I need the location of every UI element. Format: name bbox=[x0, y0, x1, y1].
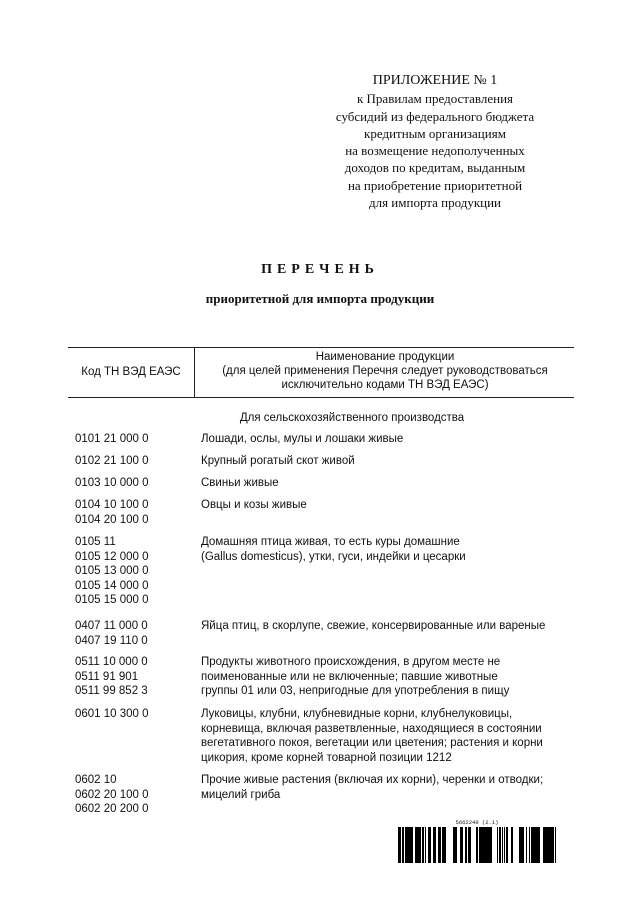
barcode-bar bbox=[410, 827, 412, 863]
barcode-bar bbox=[416, 827, 418, 863]
barcode-bar bbox=[484, 827, 485, 863]
code-cell bbox=[75, 619, 195, 648]
product-description: поименованные или не включенные; павшие животные bbox=[201, 670, 498, 683]
barcode-bar bbox=[536, 827, 537, 863]
product-code: 0104 20 100 0 bbox=[75, 513, 149, 526]
barcode-bar bbox=[425, 827, 426, 863]
product-code: 0601 10 300 0 bbox=[75, 708, 149, 720]
code-cell bbox=[75, 476, 195, 491]
product-code: 0105 15 000 0 bbox=[75, 594, 149, 607]
barcode-bar bbox=[502, 827, 503, 863]
barcode-bar bbox=[434, 827, 435, 863]
document-subtitle: приоритетной для импорта продукции bbox=[205, 291, 435, 306]
barcode-bar bbox=[438, 827, 440, 863]
document-title: ПЕРЕЧЕНЬ bbox=[261, 262, 379, 277]
barcode-bar bbox=[520, 827, 522, 863]
product-description: Крупный рогатый скот живой bbox=[201, 455, 355, 467]
barcode-bar bbox=[398, 827, 399, 863]
barcode-bar bbox=[522, 827, 524, 863]
barcode-bar bbox=[468, 827, 470, 863]
appendix-line: на приобретение приоритетной bbox=[347, 177, 523, 193]
barcode-bar bbox=[483, 827, 484, 863]
product-description: цикория, кроме корней товарной позиции 1212 bbox=[201, 751, 452, 764]
product-code: 0104 10 100 0 bbox=[75, 499, 149, 511]
column-header-line: исключительно кодами ТН ВЭД ЕАЭС) bbox=[281, 379, 489, 391]
barcode-bar bbox=[402, 827, 404, 863]
product-code: 0105 12 000 0 bbox=[75, 550, 149, 563]
appendix-line: кредитным организациям bbox=[364, 125, 506, 141]
product-description: Домашняя птица живая, то есть куры домашние bbox=[201, 536, 460, 548]
barcode-bar bbox=[553, 827, 554, 863]
column-header-code: Код ТН ВЭД ЕАЭС bbox=[81, 366, 181, 378]
barcode-bar bbox=[485, 827, 487, 863]
product-code: 0602 10 bbox=[75, 774, 117, 786]
code-cell bbox=[75, 535, 195, 608]
barcode-bar bbox=[504, 827, 505, 863]
barcode-bar bbox=[465, 827, 467, 863]
barcode-bar bbox=[526, 827, 527, 863]
barcode-bar bbox=[548, 827, 550, 863]
appendix-line: на возмещение недополученных bbox=[345, 143, 525, 159]
barcode-bar bbox=[422, 827, 423, 863]
appendix-line: доходов по кредитам, выданным bbox=[344, 160, 526, 176]
barcode-bar bbox=[407, 827, 408, 863]
barcode-bar bbox=[442, 827, 443, 863]
barcode-bar bbox=[428, 827, 429, 863]
code-cell bbox=[75, 655, 195, 699]
barcode-bar bbox=[550, 827, 551, 863]
product-code: 0105 14 000 0 bbox=[75, 579, 149, 592]
barcode-bar bbox=[479, 827, 481, 863]
product-code: 0102 21 100 0 bbox=[75, 455, 149, 467]
description-cell bbox=[201, 655, 576, 699]
barcode-bar bbox=[552, 827, 553, 863]
table-header-rule bbox=[68, 397, 574, 398]
product-description: Прочие живые растения (включая их корни), черенки и отводки; bbox=[201, 774, 544, 786]
barcode-bar bbox=[415, 827, 416, 863]
product-description: группы 01 или 03, непригодные для употребления в пищу bbox=[201, 685, 510, 698]
barcode-bar bbox=[529, 827, 530, 863]
table-column-divider bbox=[194, 347, 195, 398]
barcode-bar bbox=[533, 827, 535, 863]
code-cell bbox=[75, 707, 195, 722]
description-cell bbox=[201, 619, 576, 634]
product-description: Яйца птиц, в скорлупе, свежие, консервированные или вареные bbox=[201, 620, 546, 632]
appendix-line: для импорта продукции bbox=[368, 195, 502, 211]
description-cell bbox=[201, 707, 576, 765]
description-cell bbox=[201, 454, 576, 469]
product-description: (Gallus domesticus), утки, гуси, индейки и цесарки bbox=[201, 550, 466, 563]
product-description: вегетативного покоя, вегетации или цветения; растения и корни bbox=[201, 737, 543, 750]
barcode bbox=[398, 827, 556, 863]
barcode-bar bbox=[491, 827, 492, 863]
barcode-bar bbox=[453, 827, 455, 863]
table-top-rule bbox=[68, 347, 574, 348]
barcode-block bbox=[398, 819, 556, 863]
barcode-bar bbox=[488, 827, 490, 863]
product-code: 0407 11 000 0 bbox=[75, 620, 148, 632]
barcode-bar bbox=[444, 827, 446, 863]
barcode-bar bbox=[399, 827, 400, 863]
barcode-number: 5662240 (2.1) bbox=[455, 819, 499, 826]
barcode-bar bbox=[455, 827, 456, 863]
barcode-bar bbox=[400, 827, 401, 863]
section-heading: Для сельскохозяйственного производства bbox=[239, 412, 465, 424]
barcode-bar bbox=[433, 827, 434, 863]
column-header-line: Наименование продукции bbox=[315, 351, 455, 363]
barcode-bar bbox=[443, 827, 444, 863]
barcode-bar bbox=[405, 827, 407, 863]
barcode-bar bbox=[408, 827, 410, 863]
product-code: 0511 10 000 0 bbox=[75, 656, 148, 668]
barcode-bar bbox=[460, 827, 461, 863]
product-code: 0407 19 110 0 bbox=[75, 634, 148, 647]
description-cell bbox=[201, 498, 576, 513]
barcode-bar bbox=[487, 827, 488, 863]
product-description: мицелий гриба bbox=[201, 788, 281, 801]
barcode-bar bbox=[461, 827, 463, 863]
barcode-bar bbox=[535, 827, 536, 863]
barcode-bar bbox=[418, 827, 419, 863]
barcode-bar bbox=[423, 827, 424, 863]
barcode-bar bbox=[551, 827, 552, 863]
barcode-bar bbox=[412, 827, 413, 863]
barcode-bar bbox=[511, 827, 513, 863]
appendix-block bbox=[300, 72, 570, 211]
product-code: 0103 10 000 0 bbox=[75, 477, 149, 489]
barcode-bar bbox=[500, 827, 501, 863]
barcode-bar bbox=[481, 827, 482, 863]
product-description: Свиньи живые bbox=[201, 477, 279, 489]
barcode-bar bbox=[537, 827, 539, 863]
description-cell bbox=[201, 773, 576, 802]
barcode-bar bbox=[547, 827, 548, 863]
barcode-bar bbox=[531, 827, 533, 863]
description-cell bbox=[201, 476, 576, 491]
code-cell bbox=[75, 773, 195, 817]
barcode-bar bbox=[543, 827, 545, 863]
barcode-bar bbox=[476, 827, 477, 863]
barcode-bar bbox=[499, 827, 500, 863]
barcode-bar bbox=[519, 827, 520, 863]
barcode-bar bbox=[490, 827, 491, 863]
appendix-line: субсидий из федерального бюджета bbox=[335, 108, 535, 124]
barcode-bar bbox=[545, 827, 547, 863]
barcode-bar bbox=[429, 827, 431, 863]
barcode-bar bbox=[470, 827, 471, 863]
column-header-line: (для целей применения Перечня следует руководствоваться bbox=[222, 365, 548, 377]
product-code: 0101 21 000 0 bbox=[75, 433, 149, 445]
barcode-bar bbox=[555, 827, 556, 863]
description-cell bbox=[201, 432, 576, 447]
appendix-heading: ПРИЛОЖЕНИЕ № 1 bbox=[372, 73, 498, 88]
product-code: 0105 11 bbox=[75, 536, 116, 548]
barcode-bar bbox=[435, 827, 436, 863]
barcode-bar bbox=[477, 827, 478, 863]
product-code: 0511 91 901 bbox=[75, 670, 139, 683]
barcode-bar bbox=[440, 827, 441, 863]
appendix-line: к Правилам предоставления bbox=[356, 91, 514, 107]
product-code: 0105 13 000 0 bbox=[75, 565, 149, 578]
product-description: Луковицы, клубни, клубневидные корни, клубнелуковицы, bbox=[201, 708, 513, 720]
barcode-bar bbox=[497, 827, 498, 863]
barcode-bar bbox=[456, 827, 457, 863]
barcode-bar bbox=[482, 827, 483, 863]
column-header-name bbox=[196, 350, 574, 392]
barcode-bar bbox=[419, 827, 421, 863]
product-description: корневища, включая разветвленные, находящиеся в состоянии bbox=[201, 722, 542, 735]
product-code: 0602 20 100 0 bbox=[75, 788, 149, 801]
product-description: Лошади, ослы, мулы и лошаки живые bbox=[201, 433, 404, 445]
product-code: 0602 20 200 0 bbox=[75, 803, 149, 816]
code-cell bbox=[75, 454, 195, 469]
description-cell bbox=[201, 535, 576, 564]
product-description: Продукты животного происхождения, в другом месте не bbox=[201, 656, 501, 668]
product-description: Овцы и козы живые bbox=[201, 499, 307, 511]
code-cell bbox=[75, 432, 195, 447]
barcode-bar bbox=[506, 827, 508, 863]
product-code: 0511 99 852 3 bbox=[75, 685, 148, 698]
barcode-bar bbox=[539, 827, 540, 863]
code-cell bbox=[75, 498, 195, 527]
